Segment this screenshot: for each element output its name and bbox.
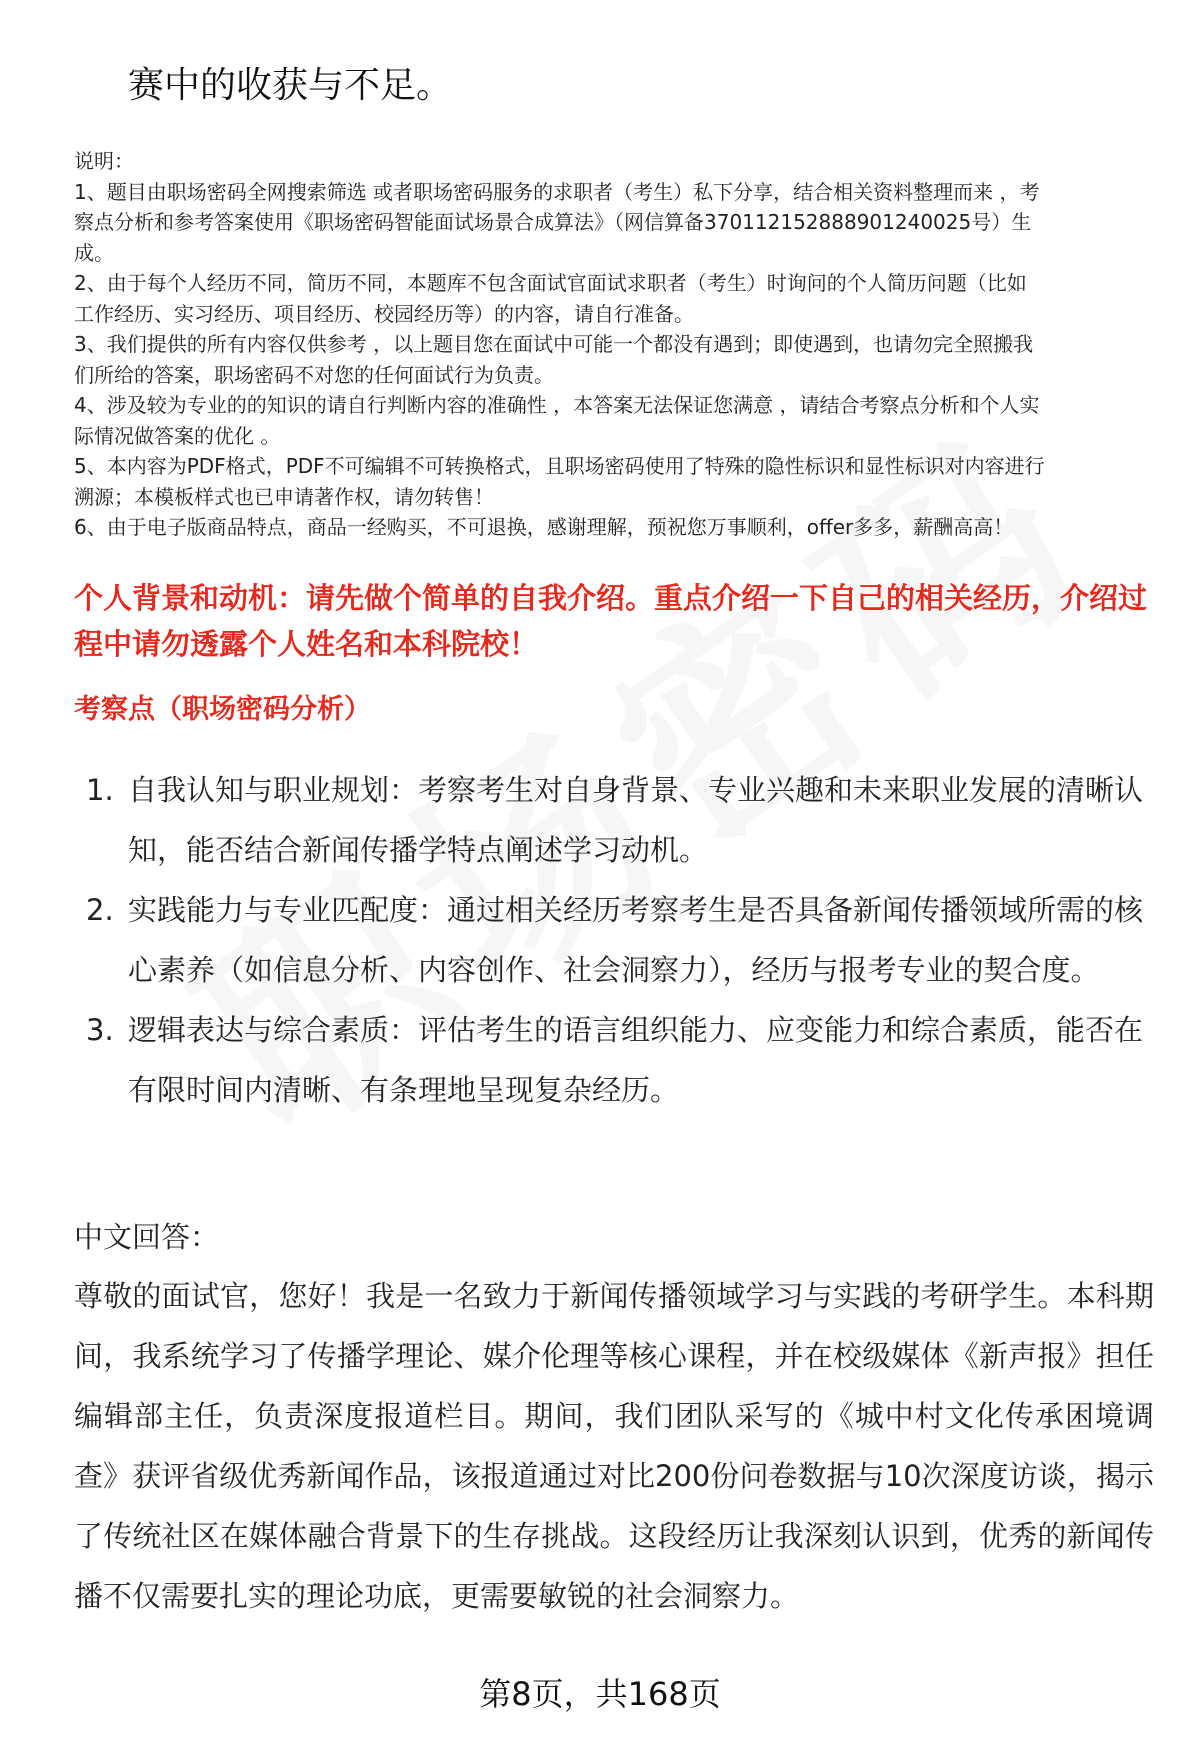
note-line: 4、涉及较为专业的的知识的请自行判断内容的准确性 ，本答案无法保证您满意 ，请结合考察点分析和个人实 [74,393,1040,417]
list-item-number: 2. [86,893,114,927]
interview-question: 个人背景和动机：请先做个简单的自我介绍。重点介绍一下自己的相关经历，介绍过程中请勿透露个人姓名和本科院校！ [74,581,1148,661]
list-item-number: 3. [86,1013,114,1047]
analysis-heading: 考察点（职场密码分析） [74,694,371,725]
note-line: 1、题目由职场密码全网搜索筛选 或者职场密码服务的求职者（考生）私下分享，结合相关资料整理而来 ，考 [74,179,1040,204]
answer-text: 尊敬的面试官，您好！我是一名致力于新闻传播领域学习与实践的考研学生。本科期间，我系统学习了传播学理论、媒介伦理等核心课程，并在校级媒体《新声报》担任编辑部主任，负责深度报道栏目。期间，我们团队采写的《城中村文化传承困境调查》获评省级优秀新闻作品，该报道通过对比200份问卷数据与10次深度访谈，揭示了传统社区在媒体融合背景下的生存挑战。这段经历让我深刻认识到，优秀的新闻传播不仅需要扎实的理论功底，更需要敏锐的社会洞察力。 [74,1279,1154,1613]
note-line: 5、本内容为PDF格式，PDF不可编辑不可转换格式，且职场密码使用了特殊的隐性标识和显性标识对内容进行 [74,454,1045,478]
list-item [74,760,1154,880]
list-item-text: 逻辑表达与综合素质：评估考生的语言组织能力、应变能力和综合素质，能否在有限时间内清晰、有条理地呈现复杂经历。 [128,1013,1144,1107]
note-line: 溯源；本模板样式也已申请著作权，请勿转售！ [74,484,494,509]
note-line: 察点分析和参考答案使用《职场密码智能面试场景合成算法》（网信算备370112152888901240025号）生 [74,210,1032,234]
list-item [74,880,1154,1000]
note-line: 6、由于电子版商品特点，商品一经购买，不可退换，感谢理解，预祝您万事顺利，offer多多，薪酬高高！ [74,515,1014,539]
note-line: 成。 [74,240,114,265]
list-item-number: 1. [86,773,114,807]
continued-text: 赛中的收获与不足。 [128,65,453,106]
list-item [74,1000,1154,1120]
note-line: 际情况做答案的优化 。 [74,423,281,448]
disclaimer-notes [74,146,1154,543]
notes-title: 说明： [74,149,134,173]
analysis-points-list [74,760,1154,1120]
note-line: 3、我们提供的所有内容仅供参考 ，以上题目您在面试中可能一个都没有遇到；即使遇到，也请勿完全照搬我 [74,332,1034,356]
note-line: 们所给的答案，职场密码不对您的任何面试行为负责。 [74,362,554,387]
answer-label: 中文回答： [74,1220,220,1254]
list-item-text: 自我认知与职业规划：考察考生对自身背景、专业兴趣和未来职业发展的清晰认知，能否结合新闻传播学特点阐述学习动机。 [128,773,1144,867]
list-item-text: 实践能力与专业匹配度：通过相关经历考察考生是否具备新闻传播领域所需的核心素养（如信息分析、内容创作、社会洞察力），经历与报考专业的契合度。 [128,893,1144,987]
note-line: 2、由于每个人经历不同，简历不同，本题库不包含面试官面试求职者（考生）时询问的个人简历问题（比如 [74,271,1027,295]
page-number: 第8页，共168页 [479,1675,721,1713]
note-line: 工作经历、实习经历、项目经历、校园经历等）的内容，请自行准备。 [74,301,694,326]
